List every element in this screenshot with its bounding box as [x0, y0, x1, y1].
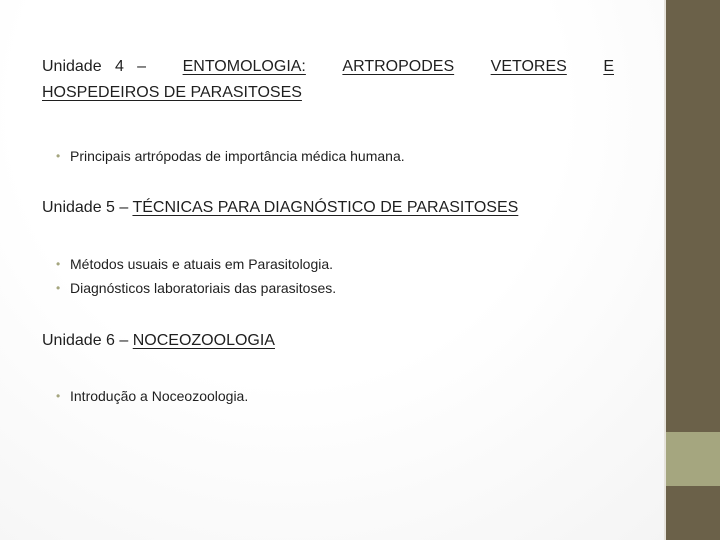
bullet-text: Diagnósticos laboratoriais das parasitoses. [70, 280, 337, 296]
bullet-icon: • [56, 389, 61, 403]
unit-5-bullet-list [42, 252, 622, 300]
unit-4-topic-word-4: E [603, 58, 614, 75]
bullet-text: Métodos usuais e atuais em Parasitologia. [70, 256, 334, 272]
unit-6-topic: NOCEOZOOLOGIA [132, 332, 275, 349]
unit-4-topic-word-1: ENTOMOLOGIA: [182, 58, 306, 75]
unit-4-topic-word-2: ARTROPODES [342, 58, 455, 75]
unit-4-topic-word-3: VETORES [490, 58, 567, 75]
unit-4-topic-line-2: HOSPEDEIROS DE PARASITOSES [42, 84, 302, 101]
decorative-sidebar-accent [666, 432, 720, 486]
bullet-icon: • [56, 257, 61, 271]
unit-5-topic: TÉCNICAS PARA DIAGNÓSTICO DE PARASITOSES [132, 199, 519, 216]
unit-4-heading-line-1 [42, 54, 614, 80]
list-item [56, 144, 622, 168]
bullet-icon: • [56, 149, 61, 163]
unit-4-bullet-list [42, 144, 622, 168]
bullet-text: Principais artrópodas de importância médica humana. [70, 148, 405, 164]
unit-5-heading [42, 195, 622, 221]
unit-6-heading [42, 328, 622, 354]
unit-5-label: Unidade 5 – [42, 199, 133, 216]
unit-4-heading [42, 54, 622, 106]
bullet-icon: • [56, 281, 61, 295]
unit-6-bullet-list [42, 384, 622, 408]
bullet-text: Introdução a Noceozoologia. [70, 388, 249, 404]
list-item [56, 276, 622, 300]
unit-4-heading-line-2 [42, 80, 622, 106]
unit-4-label: Unidade 4 – [42, 58, 147, 75]
list-item [56, 384, 622, 408]
slide-content [42, 54, 622, 408]
list-item [56, 252, 622, 276]
unit-6-label: Unidade 6 – [42, 332, 133, 349]
